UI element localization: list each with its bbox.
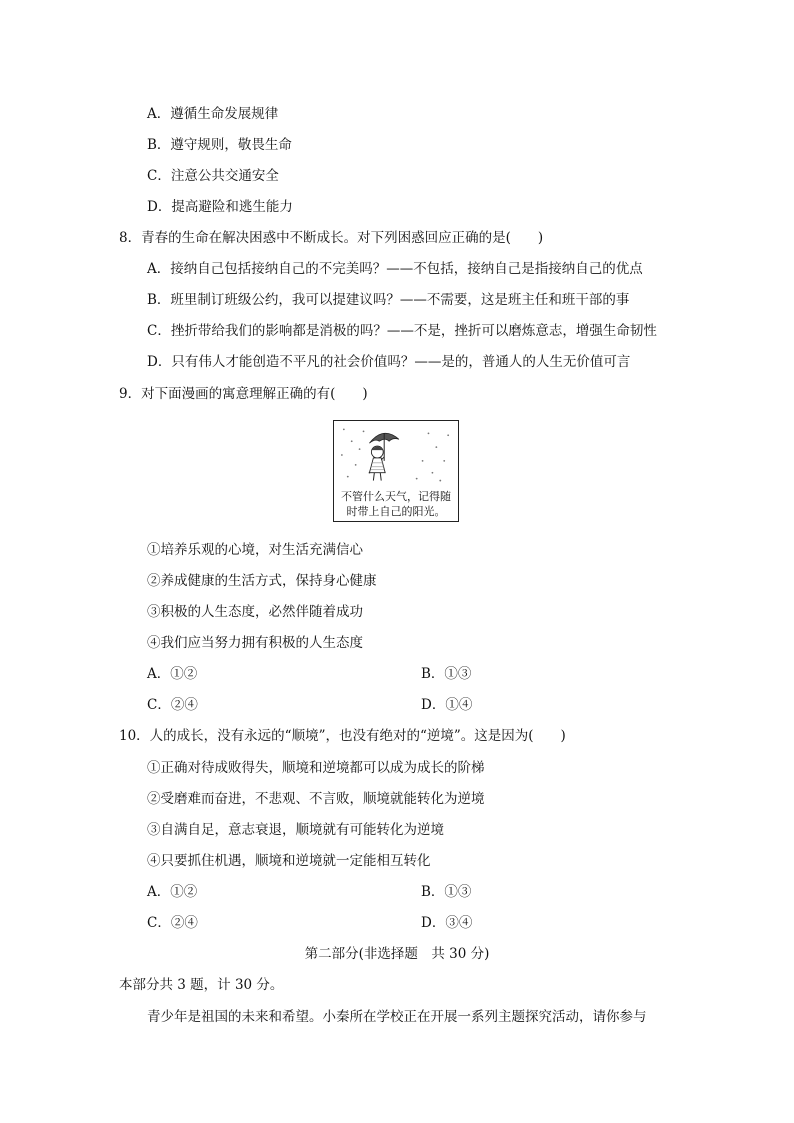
cartoon-figure xyxy=(333,420,459,522)
q10-choice-d: D．③④ xyxy=(421,915,473,931)
girl-with-umbrella-illustration xyxy=(334,421,458,487)
q10-statement-2: ②受磨难而奋进，不悲观、不言败，顺境就能转化为逆境 xyxy=(147,791,485,807)
q10-statement-4: ④只要抓住机遇，顺境和逆境就一定能相互转化 xyxy=(147,853,431,869)
cartoon-caption xyxy=(334,489,458,519)
q10-statement-1: ①正确对待成败得失，顺境和逆境都可以成为成长的阶梯 xyxy=(147,760,485,776)
q9-choice-b: B．①③ xyxy=(421,666,472,682)
q9-statement-3: ③积极的人生态度，必然伴随着成功 xyxy=(147,604,363,620)
q7-option-a: A．遵循生命发展规律 xyxy=(147,106,279,122)
q9-choice-a: A．①② xyxy=(147,666,198,682)
q10-choice-a: A．①② xyxy=(147,884,198,900)
q10-choice-c: C．②④ xyxy=(147,915,198,931)
q7-option-d: D．提高避险和逃生能力 xyxy=(147,199,293,215)
part2-title: 第二部分(非选择题 共 30 分) xyxy=(304,946,490,962)
q7-option-b: B．遵守规则，敬畏生命 xyxy=(147,137,292,153)
q10-stem: 10．人的成长，没有永远的“顺境”，也没有绝对的“逆境”。这是因为( ) xyxy=(119,728,566,744)
q8-stem: 8．青春的生命在解决困惑中不断成长。对下列困惑回应正确的是( ) xyxy=(119,230,544,246)
q9-choice-d: D．①④ xyxy=(421,697,473,713)
q9-statement-1: ①培养乐观的心境，对生活充满信心 xyxy=(147,542,363,558)
cartoon-caption-line-1: 不管什么天气，记得随 xyxy=(341,490,451,503)
q8-option-c: C．挫折带给我们的影响都是消极的吗？——不是，挫折可以磨炼意志，增强生命韧性 xyxy=(147,323,657,339)
part2-lead-paragraph: 青少年是祖国的未来和希望。小秦所在学校正在开展一系列主题探究活动，请你参与 xyxy=(147,1009,647,1025)
q7-option-c: C．注意公共交通安全 xyxy=(147,168,279,184)
cartoon-caption-line-2: 时带上自己的阳光。 xyxy=(346,505,446,518)
q10-statement-3: ③自满自足，意志衰退，顺境就有可能转化为逆境 xyxy=(147,822,444,838)
q9-statement-2: ②养成健康的生活方式，保持身心健康 xyxy=(147,573,377,589)
q10-choice-b: B．①③ xyxy=(421,884,472,900)
q8-option-b: B．班里制订班级公约，我可以提建议吗？——不需要，这是班主任和班干部的事 xyxy=(147,292,630,308)
part2-intro: 本部分共 3 题，计 30 分。 xyxy=(119,977,284,993)
q9-choice-c: C．②④ xyxy=(147,697,198,713)
q9-stem: 9．对下面漫画的寓意理解正确的有( ) xyxy=(119,386,368,402)
q8-option-d: D．只有伟人才能创造不平凡的社会价值吗？——是的，普通人的人生无价值可言 xyxy=(147,354,631,370)
q8-option-a: A．接纳自己包括接纳自己的不完美吗？——不包括，接纳自己是指接纳自己的优点 xyxy=(147,261,643,277)
q9-statement-4: ④我们应当努力拥有积极的人生态度 xyxy=(147,635,363,651)
